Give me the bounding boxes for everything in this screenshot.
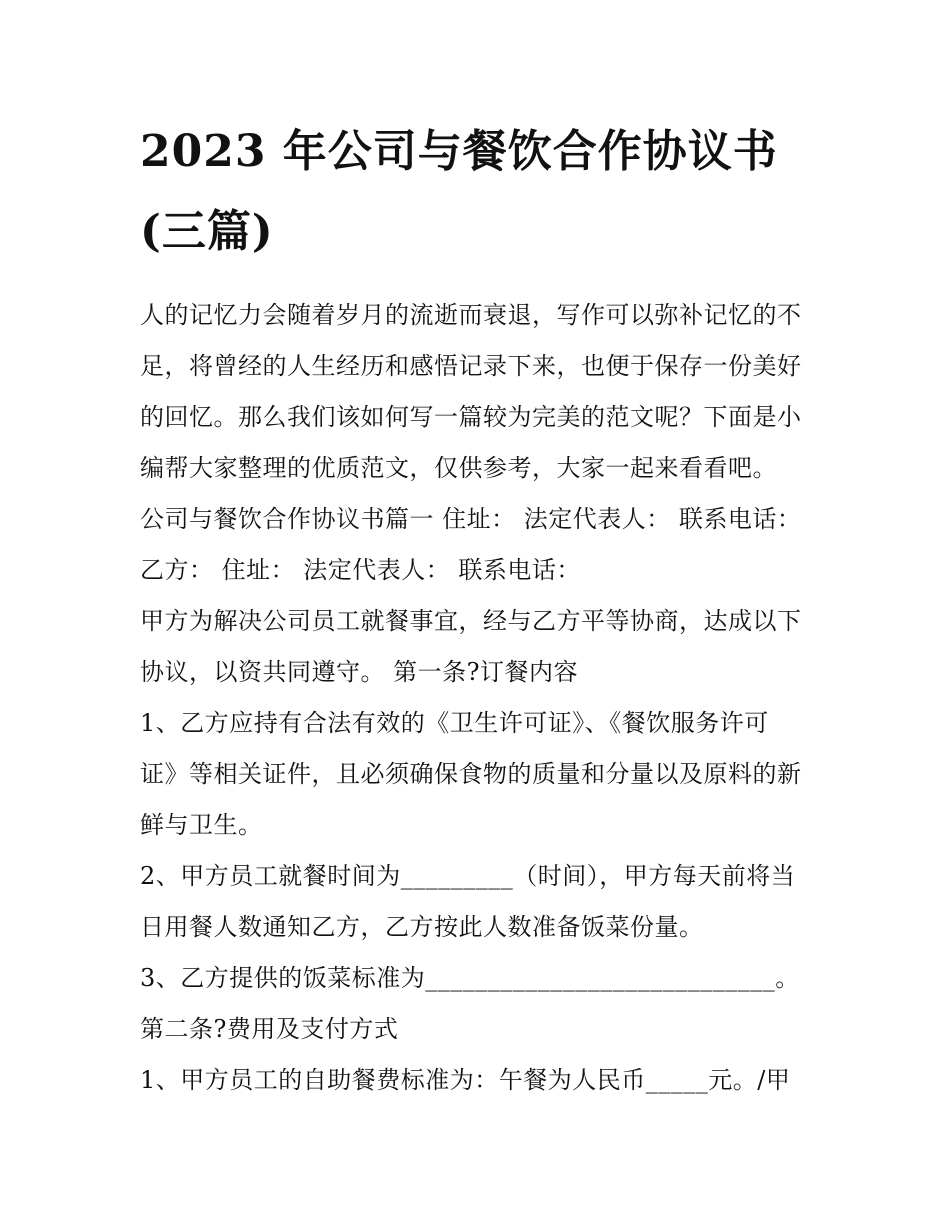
text-line: 1、乙方应持有合法有效的《卫生许可证》、《餐饮服务许可 xyxy=(140,709,769,737)
intro-paragraph xyxy=(140,290,814,494)
article-heading xyxy=(140,1004,814,1055)
text-line: 公司与餐饮合作协议书篇一 住址： 法定代表人： 联系电话： xyxy=(140,505,802,533)
text-line: 3、乙方提供的饭菜标准为____________________________。 xyxy=(140,964,800,992)
text-line: 足，将曾经的人生经历和感悟记录下来，也便于保存一份美好 xyxy=(140,352,802,380)
clause-paragraph xyxy=(140,698,814,851)
text-line: 乙方： 住址： 法定代表人： 联系电话： xyxy=(140,556,581,584)
clause-paragraph xyxy=(140,953,814,1004)
text-line: 协议，以资共同遵守。 第一条?订餐内容 xyxy=(140,658,578,686)
text-line: 编帮大家整理的优质范文，仅供参考，大家一起来看看吧。 xyxy=(140,454,777,482)
title-line: 2023 年公司与餐饮合作协议书 xyxy=(140,126,778,177)
text-line: 1、甲方员工的自助餐费标准为：午餐为人民币_____元。/甲 xyxy=(140,1066,791,1094)
clause-paragraph xyxy=(140,1055,814,1106)
text-line: 2、甲方员工就餐时间为_________（时间），甲方每天前将当 xyxy=(140,862,796,890)
clause-paragraph xyxy=(140,851,814,953)
text-line: 第二条?费用及支付方式 xyxy=(140,1015,399,1043)
document-title xyxy=(140,112,814,272)
preamble-paragraph xyxy=(140,596,814,698)
text-line: 日用餐人数通知乙方，乙方按此人数准备饭菜份量。 xyxy=(140,913,704,941)
text-line: 的回忆。那么我们该如何写一篇较为完美的范文呢？下面是小 xyxy=(140,403,802,431)
text-line: 甲方为解决公司员工就餐事宜，经与乙方平等协商，达成以下 xyxy=(140,607,802,635)
title-line: (三篇) xyxy=(140,206,274,257)
text-line: 人的记忆力会随着岁月的流逝而衰退，写作可以弥补记忆的不 xyxy=(140,301,802,329)
parties-paragraph xyxy=(140,494,814,596)
text-line: 鲜与卫生。 xyxy=(140,811,263,839)
text-line: 证》等相关证件，且必须确保食物的质量和分量以及原料的新 xyxy=(140,760,802,788)
